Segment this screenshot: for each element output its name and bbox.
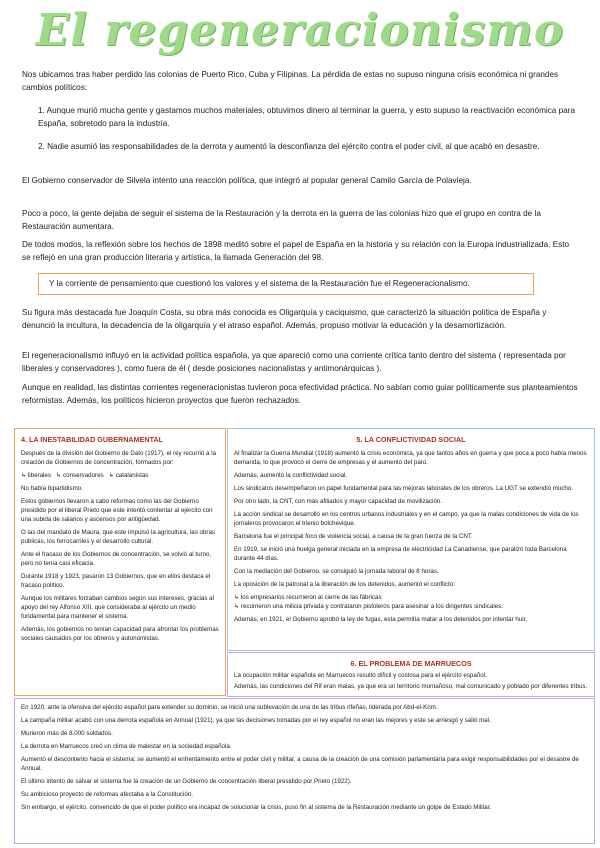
section-inestabilidad — [14, 428, 226, 696]
quote-box: Y la corriente de pensamiento que cuestionó los valores y el sistema de la Restauración fue el Regeneracionalismo. — [38, 273, 534, 295]
intro-paragraph: Nos ubicamos tras haber perdido las colonias de Puerto Rico, Cuba y Filipinas. La pérdida de estas no supuso ninguna crisis económica ni grandes cambios políticos: — [22, 70, 559, 92]
text-block: En 1920, ante la ofensiva del ejército español para extender su dominio, se inició una sublevación de una de las tribus rifeñas, liderada por Abd-el-Krim. — [21, 704, 438, 711]
text-block: La campaña militar acabó con una derrota española en Annual (1921), ya que las decisiones tomadas por el rey español no eran las mejores y este se arriesgó y salió mal. — [21, 717, 491, 724]
list-item: ↳ liberales — [21, 472, 51, 479]
text-block: Con la mediación del Gobierno, se consiguió la jornada laboral de 8 horas. — [234, 568, 439, 575]
text-block: Su ambicioso proyecto de reformas afectaba a la Constitución. — [21, 791, 193, 798]
point-2: 2. Nadie asumió las responsabilidades de la derrota y aumentó la desconfianza del ejército contra el poder civil, al que acabó en desastre. — [38, 142, 540, 151]
text-block: Durante 1918 y 1923, pasaron 13 Gobiernos, que en ellos destaca el fracaso político. — [21, 573, 211, 589]
party-list — [21, 471, 219, 480]
text-block: Barcelona fue el principal foco de violencia social, a causa de la gran fuerza de la CNT. — [234, 533, 473, 540]
text-block: Por otro lado, la CNT, con más afiliados y mayor capacidad de movilización. — [234, 498, 443, 505]
section-heading: 6. EL PROBLEMA DE MARRUECOS — [350, 659, 472, 668]
page-title: El regeneracionismo — [35, 5, 565, 56]
text-block: La acción sindical se desarrolló en los centros urbanos industriales y en el campo, ya que la malas condiciones de vida de los jornaleros provocaron el trienio bolchevique. — [234, 511, 579, 527]
text-block: Además, aumentó la conflictividad social. — [234, 472, 348, 479]
text-block: Estos gobiernos llevaron a cabo reformas como las del Gobierno presidido por el liberal Prieto que este intentó contentar al ejército con una subida de salarios y ascensos por antigüedad. — [21, 498, 213, 523]
text-block: Además, los gobiernos no tenían capacidad para afrontar los problemas sociales causados por los obreros y autonomistas. — [21, 626, 219, 642]
text-block: La oposición de la patronal a la liberación de los detenidos, aumentó el conflicto: — [234, 581, 455, 588]
text-block: Los sindicatos desempeñaron un papel fundamental para las mejoras laborales de los obreros. La UGT se extendió mucho. — [234, 485, 574, 492]
aunque-paragraph: Aunque en realidad, las distintas corrientes regeneracionistas tuvieron poca efectividad práctica. No sabían como guiar políticamente sus planteamientos reformistas. Además, los políticos hicieron proyectos que fueron rechazados. — [22, 383, 578, 405]
list-item: ↳ los empresarios recurrieron al cierre de las fábricas — [234, 594, 382, 601]
costa-paragraph: Su figura más destacada fue Joaquín Costa, su obra más conocida es Oligarquía y caciquismo, que caracterizó la situación política de España y denunció la incultura, la decadencia de la oligarquía y el atraso español. Además, propuso motivar la educación y la desamortización. — [22, 308, 547, 330]
text-block: Al finalizar la Guerra Mundial (1918) aumentó la crisis económica, ya que tantos años en guerra y que poca a poco había menos demanda, lo que provocó el cierre de empresas y el aumento del paro. — [234, 450, 587, 466]
text-block: Murieron más de 8.000 soldados. — [21, 730, 113, 737]
silvela-paragraph: El Gobierno conservador de Silvela intento una reacción política, que integró al popular general Camilo García de Polavieja. — [22, 176, 472, 185]
text-block: En 1919, se inició una huelga general iniciada en la empresa de electricidad La Canadiense, que paralizó toda Barcelona durante 44 días. — [234, 546, 567, 562]
influyo-paragraph: El regeneracionalismo influyó en la actividad política española, ya que apareció como una corriente crítica tanto dentro del sistema ( representada por liberales y conservadores ), como fuera de él ( desde posiciones nacionalistas y antimonárquicas ). — [22, 351, 566, 373]
text-block: El último intento de salvar el sistema fue la creación de un Gobierno de concentración liberal presidido por Prieto (1922). — [21, 778, 352, 785]
list-item: ↳ recurrieron una milicia privada y contrataron pistoleros para asesinar a los dirigentes sindicales. — [234, 603, 503, 610]
text-block: Después de la división del Gobierno de Dato (1917), el rey recurrió a la creación de Gobiernos de concentración, formados por: — [21, 450, 217, 466]
list-item: ↳ catalanistas — [108, 472, 149, 479]
text-block: Ante el fracaso de los Gobiernos de concentración, se volvió al turno, pero no tenía casi eficacia. — [21, 551, 212, 567]
point-1: 1. Aunque murió mucha gente y gastamos muchos materiales, obtuvimos dinero al terminar la guerra, y esto supuso la reactivación económica para España, sobretodo para la industria. — [38, 106, 576, 128]
section-conflictividad — [227, 428, 595, 651]
section-marruecos — [227, 652, 595, 697]
text-block: Sin embargo, el ejército, convencido de que el poder político era incapaz de solucionar la crisis, puso fin al sistema de la Restauración mediante un golpe de Estado Militar. — [21, 804, 492, 811]
section-annual — [14, 698, 595, 844]
text-block: O las del mandato de Maura, que este impulsó la agricultura, las obras públicas, los ferrocarriles y el desarrollo cultural. — [21, 529, 215, 545]
text-block: La derrota en Marruecos creó un clima de malestar en la sociedad española. — [21, 743, 232, 750]
text-block: Aumentó el descontento hacia el sistema; se aumentó el enfrentamiento entre el poder civil y militar, a causa de la creación de una comisión parlamentaria para exigir responsabilidades por el desastre de Annual. — [21, 756, 579, 772]
poco-paragraph: Poco a poco, la gente dejaba de seguir el sistema de la Restauración y la derrota en la guerra de las colonias hizo que el grupo en contra de la Restauración aumentara. — [22, 209, 541, 231]
section-heading: 4. LA INESTABILIDAD GUBERNAMENTAL — [21, 435, 164, 444]
section-heading: 5. LA CONFLICTIVIDAD SOCIAL — [356, 435, 466, 444]
text-block: Además, las condiciones del Rif eran malas, ya que era un territorio montañoso, mal comunicado y poblado por diferentes tribus. — [234, 683, 588, 690]
text-block: Aunque los militares forzaban cambios según sus intereses, gracias al apoyo del rey Alfonso XIII, que consideraba al ejército un medio fundamental para mantener el sistema. — [21, 595, 214, 620]
text-block: No había bipartidismo. — [21, 485, 83, 492]
list-item: ↳ conservadores — [56, 472, 104, 479]
todos-paragraph: De todos modos, la reflexión sobre los hechos de 1898 meditó sobre el papel de España en la historia y su relación con la Europa industrializada. Esto se reflejó en una gran producción literaria y artística, la llamada Generación del 98. — [22, 240, 570, 262]
text-block: Además, en 1921, el Gobierno aprobó la ley de fugas, esta permitía matar a los detenidos por intentar huir. — [234, 616, 528, 623]
text-block: La ocupación militar española en Marruecos resultó difícil y costosa para el ejército español. — [234, 672, 487, 679]
